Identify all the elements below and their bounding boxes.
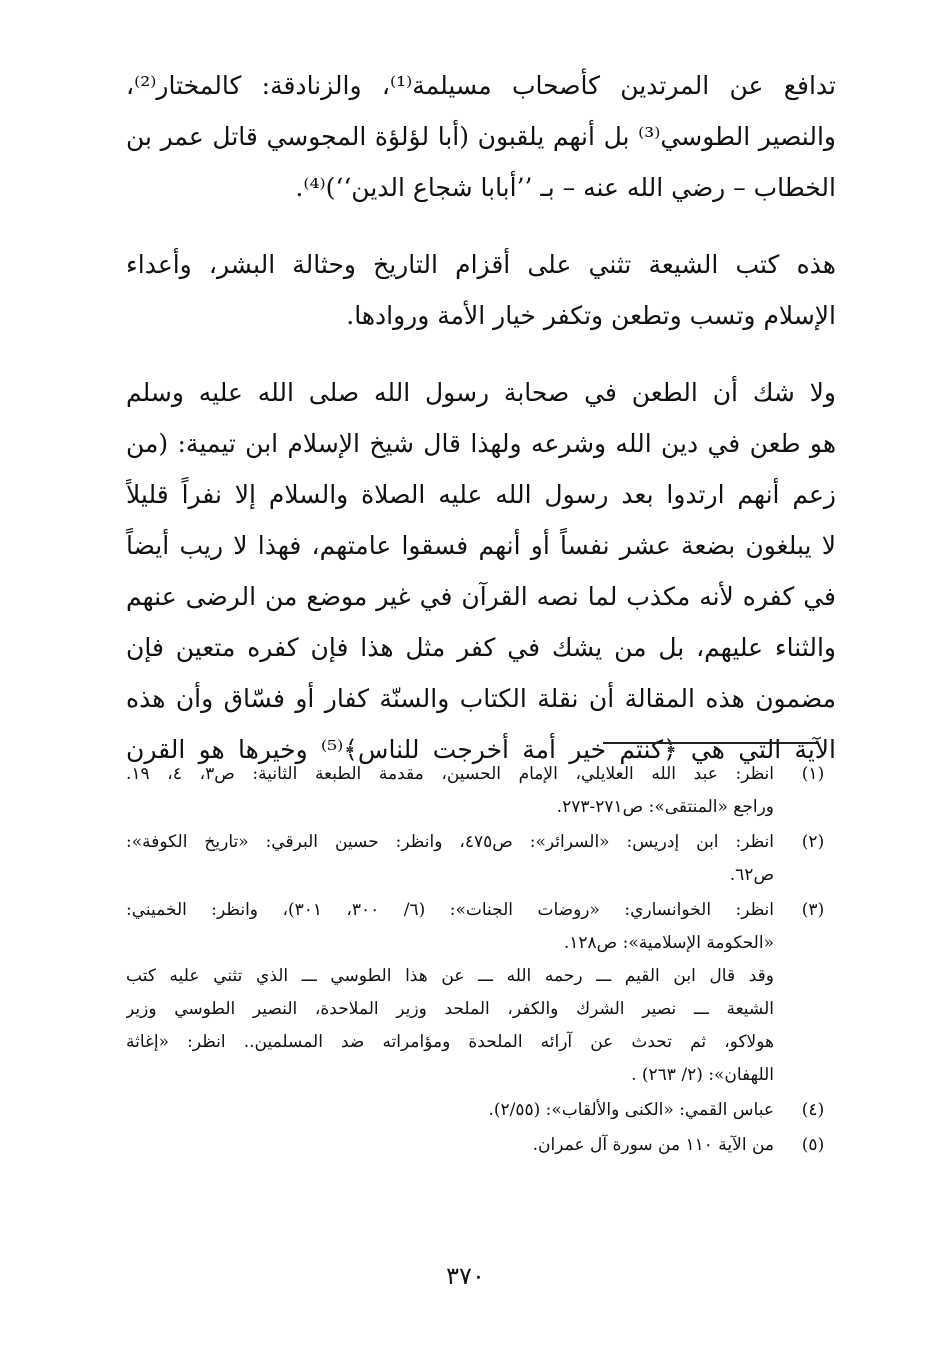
text-line: الآية التي هي ﴿كنتم خير أمة أخرجت للناس﴾⁽⁵⁾ وخيرها هو القرن [126, 735, 836, 764]
text-line: والثناء عليهم، بل من يشك في كفر مثل هذا فإن كفره متعين فإن [126, 633, 836, 662]
text-line: هذه كتب الشيعة تثني على أقزام التاريخ وحثالة البشر، وأعداء [126, 250, 836, 279]
text-line: والنصير الطوسي⁽³⁾ بل أنهم يلقبون (أبا لؤلؤة المجوسي قاتل عمر بن [126, 122, 836, 151]
footnote-5 [126, 1129, 836, 1162]
footnote-line: اللهفان»: (٢/ ٢٦٣) . [631, 1065, 774, 1085]
footnote-line: الشيعة ـــ نصير الشرك والكفر، الملحد وزير الملاحدة، النصير الطوسي وزير [126, 999, 774, 1019]
footnote-number: (٣) [801, 900, 825, 920]
footnote-number: (١) [801, 764, 825, 784]
text-line: ولا شك أن الطعن في صحابة رسول الله صلى الله عليه وسلم [126, 378, 836, 407]
footnote-separator [603, 742, 818, 744]
footnote-line: من الآية ١١٠ من سورة آل عمران. [532, 1135, 774, 1155]
footnotes [126, 758, 836, 1162]
text-line: في كفره لأنه مكذب لما نصه القرآن في غير موضع من الرضى عنهم [126, 582, 836, 611]
text-line: زعم أنهم ارتدوا بعد رسول الله عليه الصلاة والسلام إلا نفراً قليلاً [126, 480, 836, 509]
footnote-number: (٤) [801, 1100, 825, 1120]
text-line: هو طعن في دين الله وشرعه ولهذا قال شيخ الإسلام ابن تيمية: (من [126, 429, 836, 458]
text-line: مضمون هذه المقالة أن نقلة الكتاب والسنّة كفار أو فسّاق وأن هذه [126, 684, 836, 713]
footnote-number: (٥) [801, 1135, 825, 1155]
footnote-line: انظر: الخوانساري: «روضات الجنات»: (٦/ ٣٠٠، ٣٠١)، وانظر: الخميني: [126, 900, 774, 920]
footnote-4 [126, 1094, 836, 1127]
footnote-line: «الحكومة الإسلامية»: ص١٢٨. [563, 933, 774, 953]
footnote-line: هولاكو، ثم تحدث عن آرائه الملحدة ومؤامراته ضد المسلمين.. انظر: «إغاثة [126, 1032, 774, 1052]
page-number: ٣٧٠ [446, 1262, 485, 1290]
footnote-1 [126, 758, 836, 824]
footnote-2 [126, 826, 836, 892]
text-line: لا يبلغون بضعة عشر نفساً أو أنهم فسقوا عامتهم، فهذا لا ريب أيضاً [126, 531, 836, 560]
main-text [126, 60, 836, 775]
text-line: الخطاب – رضي الله عنه – بـ ’’أبابا شجاع الدين‘‘)⁽⁴⁾. [295, 173, 836, 202]
footnote-3 [126, 894, 836, 1092]
footnote-line: انظر: عبد الله العلايلي، الإمام الحسين، مقدمة الطبعة الثانية: ص٣، ٤، ١٩. [126, 764, 774, 784]
footnote-line: وراجع «المنتقى»: ص٢٧١-٢٧٣. [556, 797, 774, 817]
text-line: الإسلام وتسب وتطعن وتكفر خيار الأمة وروادها. [346, 301, 836, 330]
footnote-number: (٢) [801, 832, 825, 852]
footnote-line: ص٦٢. [729, 865, 774, 885]
text-line: تدافع عن المرتدين كأصحاب مسيلمة⁽¹⁾، والزنادقة: كالمختار⁽²⁾، [126, 71, 836, 100]
footnote-line: انظر: ابن إدريس: «السرائر»: ص٤٧٥، وانظر: حسين البرقي: «تاريخ الكوفة»: [126, 832, 774, 852]
footnote-line: وقد قال ابن القيم ـــ رحمه الله ـــ عن هذا الطوسي ـــ الذي تثني عليه كتب [126, 966, 774, 986]
footnote-line: عباس القمي: «الكنى والألقاب»: (٢/٥٥). [488, 1100, 774, 1120]
